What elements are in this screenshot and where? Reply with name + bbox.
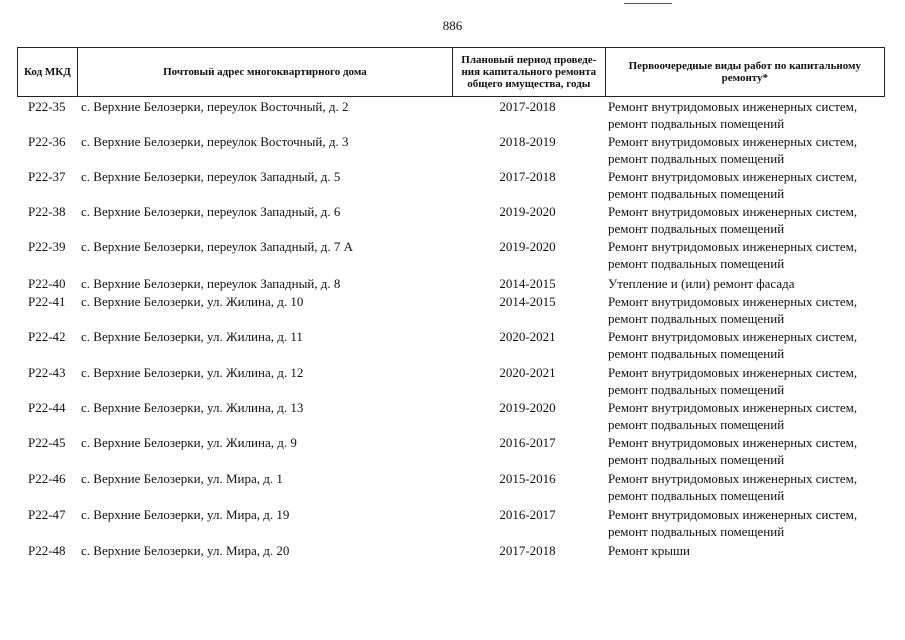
row-works: Ремонт внутридомовых инженерных систем, ремонт подвальных помещений — [608, 400, 858, 432]
row-code: Р22-38 — [28, 204, 66, 219]
row-address: с. Верхние Белозерки, ул. Мира, д. 1 — [81, 471, 283, 486]
row-address: с. Верхние Белозерки, переулок Восточный, д. 3 — [81, 134, 349, 149]
row-code: Р22-40 — [28, 276, 66, 291]
row-code: Р22-42 — [28, 329, 66, 344]
row-code: Р22-36 — [28, 134, 66, 149]
row-works: Ремонт внутридомовых инженерных систем, ремонт подвальных помещений — [608, 435, 858, 467]
row-address: с. Верхние Белозерки, переулок Западный, д. 8 — [81, 276, 341, 291]
row-works: Ремонт внутридомовых инженерных систем, ремонт подвальных помещений — [608, 471, 858, 503]
row-address: с. Верхние Белозерки, переулок Западный, д. 6 — [81, 204, 341, 219]
row-period: 2019-2020 — [499, 239, 556, 254]
row-works: Ремонт внутридомовых инженерных систем, ремонт подвальных помещений — [608, 365, 858, 397]
header-address: Почтовый адрес многоквартирного дома — [78, 48, 453, 96]
row-works: Ремонт внутридомовых инженерных систем, ремонт подвальных помещений — [608, 239, 858, 271]
row-address: с. Верхние Белозерки, ул. Жилина, д. 13 — [81, 400, 304, 415]
row-period: 2017-2018 — [499, 543, 556, 558]
row-works: Ремонт крыши — [608, 543, 690, 558]
row-works: Ремонт внутридомовых инженерных систем, ремонт подвальных помещений — [608, 204, 858, 236]
decorative-rule — [624, 3, 672, 4]
row-period: 2017-2018 — [499, 169, 556, 184]
row-address: с. Верхние Белозерки, ул. Жилина, д. 9 — [81, 435, 297, 450]
row-code: Р22-39 — [28, 239, 66, 254]
row-period: 2019-2020 — [499, 204, 556, 219]
row-period: 2014-2015 — [499, 276, 556, 291]
row-works: Утепление и (или) ремонт фасада — [608, 276, 795, 291]
row-period: 2018-2019 — [499, 134, 556, 149]
row-period: 2014-2015 — [499, 294, 556, 309]
row-code: Р22-45 — [28, 435, 66, 450]
row-period: 2017-2018 — [499, 99, 556, 114]
row-code: Р22-47 — [28, 507, 66, 522]
row-code: Р22-46 — [28, 471, 66, 486]
table-header — [17, 47, 885, 97]
header-works: Первоочередные виды работ по капитальному ремонту* — [628, 60, 862, 84]
row-address: с. Верхние Белозерки, ул. Мира, д. 19 — [81, 507, 290, 522]
row-address: с. Верхние Белозерки, ул. Жилина, д. 10 — [81, 294, 304, 309]
row-period: 2015-2016 — [499, 471, 556, 486]
row-code: Р22-41 — [28, 294, 66, 309]
row-works: Ремонт внутридомовых инженерных систем, ремонт подвальных помещений — [608, 329, 858, 361]
row-address: с. Верхние Белозерки, переулок Западный, д. 5 — [81, 169, 341, 184]
row-works: Ремонт внутридомовых инженерных систем, ремонт подвальных помещений — [608, 507, 858, 539]
row-period: 2019-2020 — [499, 400, 556, 415]
row-code: Р22-43 — [28, 365, 66, 380]
row-period: 2016-2017 — [499, 507, 556, 522]
row-code: Р22-35 — [28, 99, 66, 114]
row-address: с. Верхние Белозерки, переулок Западный, д. 7 А — [81, 239, 354, 254]
row-works: Ремонт внутридомовых инженерных систем, ремонт подвальных помещений — [608, 134, 858, 166]
row-code: Р22-48 — [28, 543, 66, 558]
row-code: Р22-44 — [28, 400, 66, 415]
row-period: 2020-2021 — [499, 329, 556, 344]
row-address: с. Верхние Белозерки, ул. Жилина, д. 12 — [81, 365, 304, 380]
row-works: Ремонт внутридомовых инженерных систем, ремонт подвальных помещений — [608, 294, 858, 326]
row-period: 2020-2021 — [499, 365, 556, 380]
page-number: 886 — [442, 18, 463, 33]
row-address: с. Верхние Белозерки, ул. Жилина, д. 11 — [81, 329, 303, 344]
row-works: Ремонт внутридомовых инженерных систем, ремонт подвальных помещений — [608, 169, 858, 201]
header-code: Код МКД — [18, 48, 78, 96]
row-address: с. Верхние Белозерки, ул. Мира, д. 20 — [81, 543, 290, 558]
row-works: Ремонт внутридомовых инженерных систем, ремонт подвальных помещений — [608, 99, 858, 131]
row-address: с. Верхние Белозерки, переулок Восточный, д. 2 — [81, 99, 349, 114]
header-period: Плановый период проведе-ния капитального ремонта общего имущества, годы — [453, 48, 606, 96]
row-code: Р22-37 — [28, 169, 66, 184]
row-period: 2016-2017 — [499, 435, 556, 450]
